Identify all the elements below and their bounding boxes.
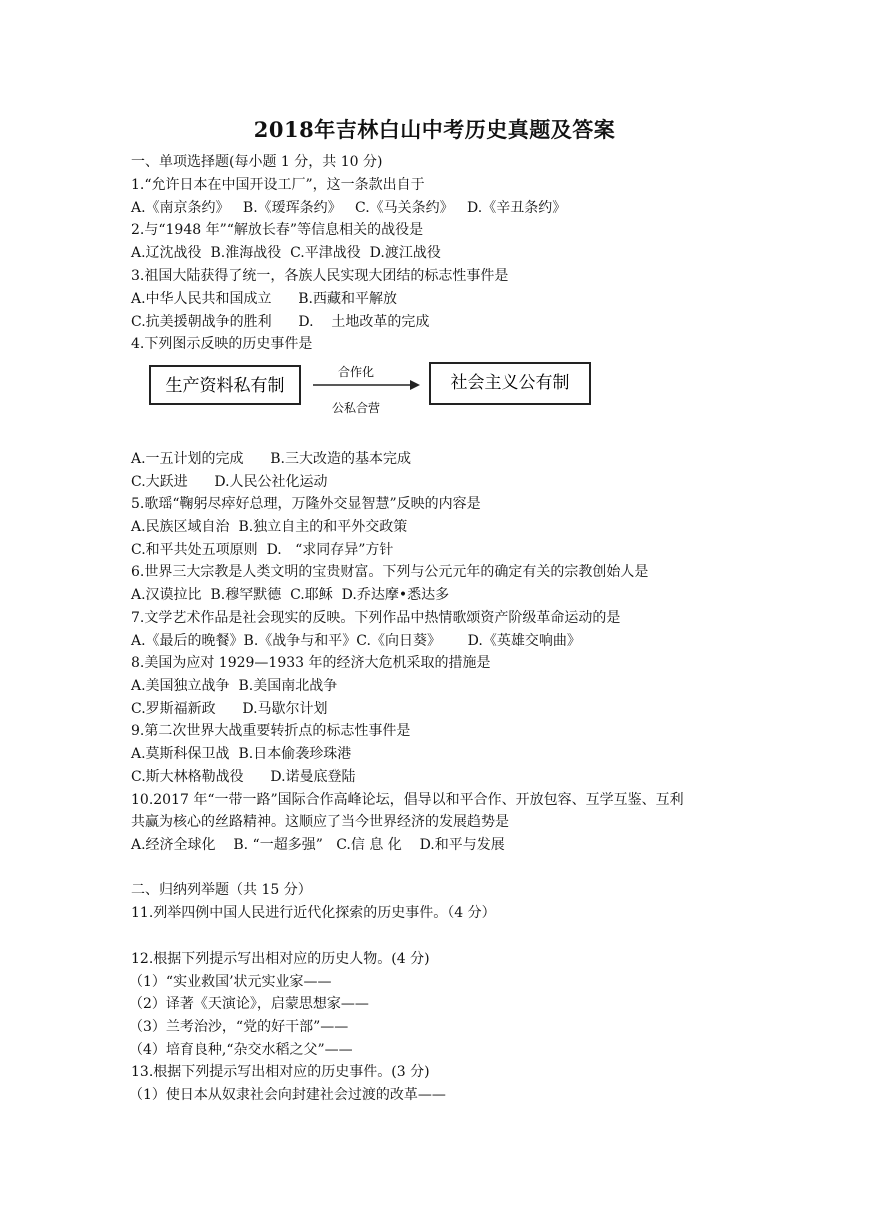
question-9-options-ab: A.莫斯科保卫战 B.日本偷袭珍珠港	[131, 746, 352, 762]
arrow-bottom-label: 公私合营	[331, 401, 381, 415]
right-box-label: 社会主义公有制	[450, 373, 570, 393]
question-6-stem: 6.世界三大宗教是人类文明的宝贵财富。下列与公元元年的确定有关的宗教创始人是	[131, 564, 649, 580]
question-6-options: A.汉谟拉比 B.穆罕默德 C.耶稣 D.乔达摩•悉达多	[131, 587, 450, 603]
question-3-options-cd: C.抗美援朝战争的胜利 D. 土地改革的完成	[131, 314, 430, 330]
question-1-options: A.《南京条约》 B.《瑷珲条约》 C.《马关条约》 D.《辛丑条约》	[131, 200, 567, 216]
question-10-options: A.经济全球化 B. “一超多强” C.信 息 化 D.和平与发展	[131, 837, 505, 853]
question-12-stem: 12.根据下列提示写出相对应的历史人物。(4 分)	[131, 951, 430, 967]
arrow-head-icon	[410, 380, 420, 390]
question-7-stem: 7.文学艺术作品是社会现实的反映。下列作品中热情歌颂资产阶级革命运动的是	[131, 610, 621, 626]
question-9-options-cd: C.斯大林格勒战役 D.诺曼底登陆	[131, 769, 356, 785]
question-13-item: （1）使日本从奴隶社会向封建社会过渡的改革——	[129, 1087, 446, 1103]
question-10-stem-line-1: 10.2017 年“一带一路”国际合作高峰论坛，倡导以和平合作、开放包容、互学互鉴、互利	[131, 792, 684, 808]
question-12-item: （1）“实业救国’状元实业家——	[129, 974, 332, 990]
question-1-stem: 1.“允许日本在中国开设工厂”，这一条款出自于	[131, 177, 425, 193]
question-12-item: （3）兰考治沙，“党的好干部”——	[129, 1019, 349, 1035]
question-5-options-cd: C.和平共处五项原则 D. “求同存异”方针	[131, 542, 394, 558]
question-4-options-cd: C.大跃进 D.人民公社化运动	[131, 474, 328, 490]
question-8-stem: 8.美国为应对 1929—1933 年的经济大危机采取的措施是	[131, 655, 491, 671]
question-4-stem: 4.下列图示反映的历史事件是	[131, 336, 313, 352]
question-7-options: A.《最后的晚餐》B.《战争与和平》C.《向日葵》 D.《英雄交响曲》	[131, 633, 581, 649]
question-10-stem-line-2: 共赢为核心的丝路精神。这顺应了当今世界经济的发展趋势是	[131, 814, 509, 830]
section-heading-1: 一、单项选择题(每小题 1 分，共 10 分)	[131, 154, 383, 170]
question-13-stem: 13.根据下列提示写出相对应的历史事件。(3 分)	[131, 1064, 430, 1080]
page-title: 2018年吉林白山中考历史真题及答案	[253, 117, 616, 142]
question-3-stem: 3.祖国大陆获得了统一，各族人民实现大团结的标志性事件是	[131, 268, 509, 284]
question-12-item: （2）译著《天演论》，启蒙思想家——	[129, 996, 369, 1012]
question-8-options-cd: C.罗斯福新政 D.马歇尔计划	[131, 701, 328, 717]
left-box-label: 生产资料私有制	[165, 376, 285, 396]
question-3-options-ab: A.中华人民共和国成立 B.西藏和平解放	[131, 291, 397, 307]
question-5-stem: 5.歌瑶“鞠躬尽瘁好总理，万隆外交显智慧”反映的内容是	[131, 496, 481, 512]
question-8-options-ab: A.美国独立战争 B.美国南北战争	[131, 678, 338, 694]
section-heading-2: 二、归纳列举题（共 15 分）	[131, 882, 312, 898]
question-11-stem: 11.列举四例中国人民进行近代化探索的历史事件。（4 分）	[131, 905, 496, 921]
question-2-options: A.辽沈战役 B.淮海战役 C.平津战役 D.渡江战役	[131, 245, 441, 261]
question-5-options-ab: A.民族区域自治 B.独立自主的和平外交政策	[131, 519, 408, 535]
question-2-stem: 2.与“1948 年”“解放长春”等信息相关的战役是	[131, 222, 424, 238]
question-9-stem: 9.第二次世界大战重要转折点的标志性事件是	[131, 723, 411, 739]
question-4-diagram	[148, 360, 598, 422]
arrow-top-label: 合作化	[337, 365, 375, 379]
question-4-options-ab: A.一五计划的完成 B.三大改造的基本完成	[131, 451, 411, 467]
question-12-item: （4）培育良种,“杂交水稻之父”——	[129, 1042, 353, 1058]
